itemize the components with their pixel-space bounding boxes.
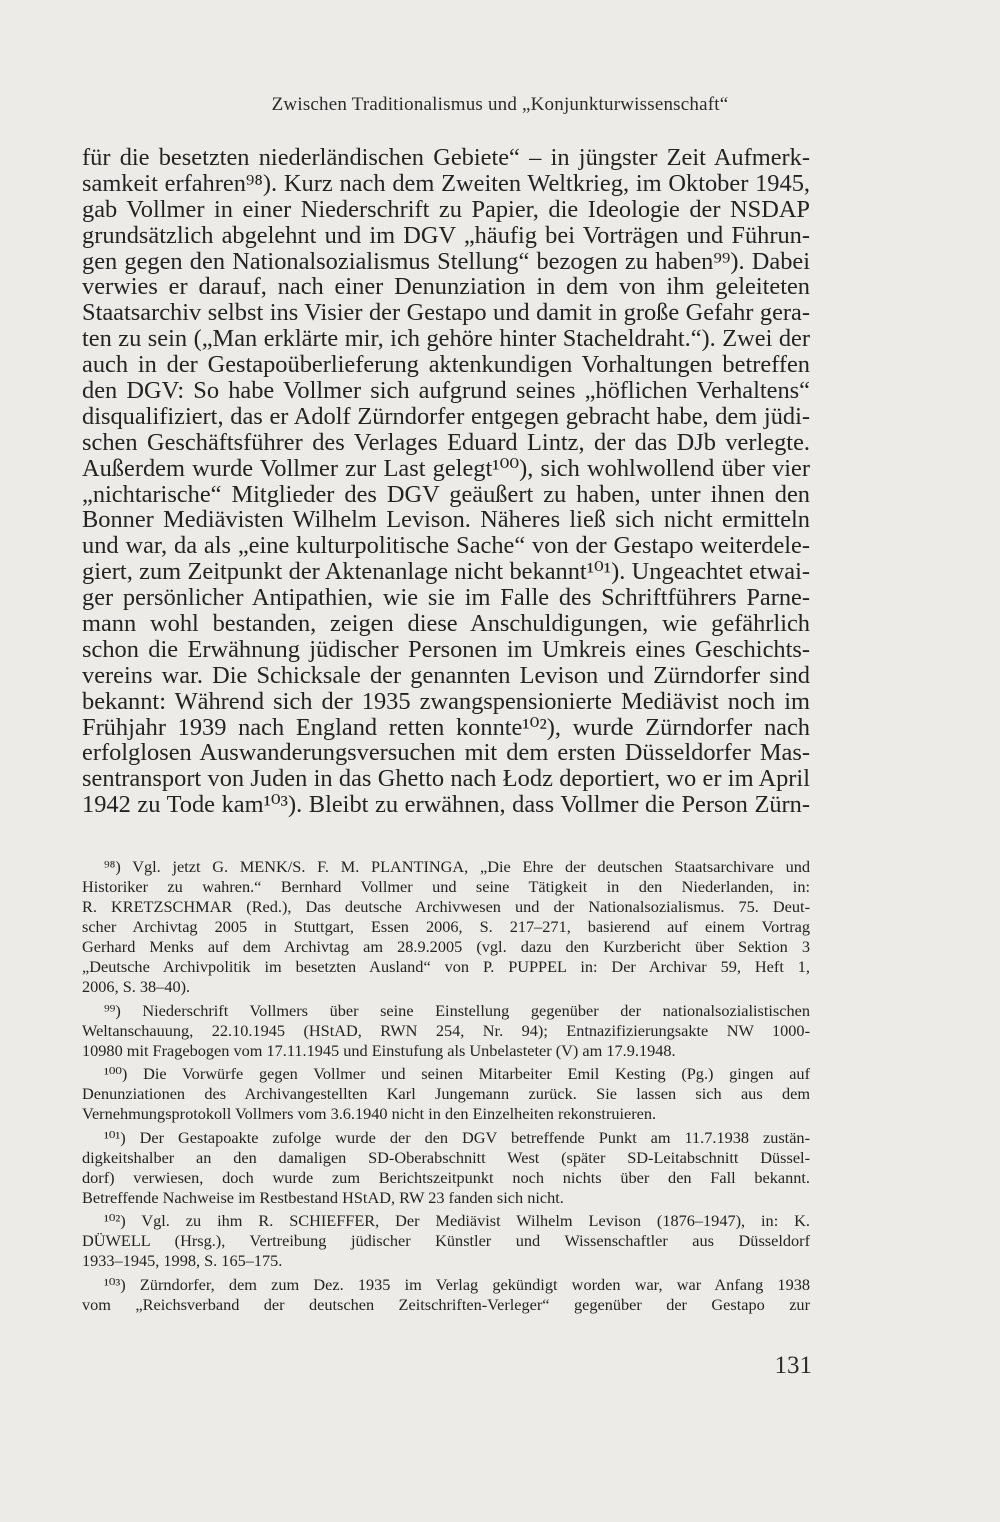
footnote-99 [82, 1001, 810, 1061]
footnote-98 [82, 857, 810, 997]
footnote-line: „Deutsche Archivpolitik im besetzten Ausland“ von P. PUPPEL in: Der Archivar 59, Heft 1, [82, 957, 810, 976]
body-line: gen gegen den Nationalsozialismus Stellung“ bezogen zu haben⁹⁹). Dabei [82, 247, 810, 275]
body-line: und war, da als „eine kulturpolitische Sache“ von der Gestapo weiterdele- [82, 532, 810, 560]
body-line: schen Geschäftsführer des Verlages Eduard Lintz, der das DJb verlegte. [82, 428, 810, 456]
body-line: grundsätzlich abgelehnt und im DGV „häufig bei Vorträgen und Führun- [82, 221, 810, 249]
body-line: disqualifiziert, das er Adolf Zürndorfer entgegen gebracht habe, dem jüdi- [82, 402, 810, 430]
body-line: sentransport von Juden in das Ghetto nach Łodz deportiert, wo er im April [82, 765, 810, 793]
body-line: verwies er darauf, nach einer Denunziation in dem von ihm geleiteten [82, 273, 810, 301]
body-line: schon die Erwähnung jüdischer Personen im Umkreis eines Geschichts- [82, 635, 810, 663]
footnote-line: ¹⁰²) Vgl. zu ihm R. SCHIEFFER, Der Mediävist Wilhelm Levison (1876–1947), in: K. [104, 1211, 810, 1230]
body-line: Bonner Mediävisten Wilhelm Levison. Näheres ließ sich nicht ermitteln [82, 506, 810, 534]
footnote-line: Gerhard Menks auf dem Archivtag am 28.9.2005 (vgl. dazu den Kurzbericht über Sektion 3 [82, 937, 810, 956]
page-number: 131 [774, 1352, 812, 1379]
footnote-line: Denunziationen des Archivangestellten Karl Jungemann zurück. Sie lassen sich aus dem [82, 1084, 810, 1103]
footnote-line: Historiker zu wahren.“ Bernhard Vollmer und seine Tätigkeit in den Niederlanden, in: [82, 877, 810, 896]
body-line: für die besetzten niederländischen Gebiete“ – in jüngster Zeit Aufmerk- [82, 144, 810, 171]
body-line: den DGV: So habe Vollmer sich aufgrund seines „höflichen Verhaltens“ [82, 377, 810, 405]
body-line: „nichtarische“ Mitglieder des DGV geäußert zu haben, unter ihnen den [82, 480, 810, 508]
body-line: Außerdem wurde Vollmer zur Last gelegt¹⁰⁰), sich wohlwollend über vier [82, 454, 810, 482]
footnote-100 [82, 1064, 810, 1124]
body-line: 1942 zu Tode kam¹⁰³). Bleibt zu erwähnen, dass Vollmer die Person Zürn- [82, 791, 810, 819]
footnote-line: ¹⁰³) Zürndorfer, dem zum Dez. 1935 im Verlag gekündigt worden war, war Anfang 1938 [104, 1274, 810, 1294]
footnote-line: ¹⁰⁰) Die Vorwürfe gegen Vollmer und seinen Mitarbeiter Emil Kesting (Pg.) gingen auf [104, 1064, 810, 1083]
footnote-line: ⁹⁸) Vgl. jetzt G. MENK/S. F. M. PLANTINGA, „Die Ehre der deutschen Staatsarchivare und [104, 857, 810, 876]
body-line: ten zu sein („Man erklärte mir, ich gehöre hinter Stacheldraht.“). Zwei der [82, 325, 810, 353]
body-line: vereins war. Die Schicksale der genannten Levison und Zürndorfer sind [82, 661, 810, 689]
footnote-line: dorf) verwiesen, doch wurde zum Berichtszeitpunkt noch nichts über den Fall bekannt. [82, 1167, 810, 1187]
footnote-line: Vernehmungsprotokoll Vollmers vom 3.6.1940 nicht in den Einzelheiten rekonstruieren. [82, 1104, 657, 1123]
footnote-line: 1933–1945, 1998, S. 165–175. [82, 1251, 283, 1270]
body-line: mann wohl bestanden, zeigen diese Anschuldigungen, wie gefährlich [82, 610, 810, 638]
footnote-line: R. KRETZSCHMAR (Red.), Das deutsche Archivwesen und der Nationalsozialismus. 75. Deut- [82, 897, 810, 916]
body-line: auch in der Gestapoüberlieferung aktenkundigen Vorhaltungen betreffen [82, 351, 810, 379]
footnote-line: ⁹⁹) Niederschrift Vollmers über seine Einstellung gegenüber der nationalsozialistischen [104, 1000, 810, 1020]
body-line: gab Vollmer in einer Niederschrift zu Papier, die Ideologie der NSDAP [82, 195, 810, 223]
footnote-line: 10980 mit Fragebogen vom 17.11.1945 und Einstufung als Unbelasteter (V) am 17.9.1948. [82, 1040, 676, 1060]
footnote-line: 2006, S. 38–40). [82, 977, 191, 996]
footnote-102 [82, 1211, 810, 1271]
footnote-101 [82, 1128, 810, 1208]
footnote-line: Betreffende Nachweise im Restbestand HStAD, RW 23 fanden sich nicht. [82, 1187, 564, 1207]
body-line: giert, zum Zeitpunkt der Aktenanlage nicht bekannt¹⁰¹). Ungeachtet etwai- [82, 558, 810, 586]
body-text [82, 145, 810, 818]
body-line: bekannt: Während sich der 1935 zwangspensionierte Mediävist noch im [82, 687, 810, 715]
footnote-line: DÜWELL (Hrsg.), Vertreibung jüdischer Künstler und Wissenschaftler aus Düsseldorf [82, 1231, 810, 1250]
footnote-103 [82, 1275, 810, 1315]
body-line: ger persönlicher Antipathien, wie sie im Falle des Schriftführers Parne- [82, 584, 810, 612]
footnote-line: ¹⁰¹) Der Gestapoakte zufolge wurde der den DGV betreffende Punkt am 11.7.1938 zustän- [104, 1127, 810, 1147]
footnote-line: digkeitshalber an den damaligen SD-Oberabschnitt West (später SD-Leitabschnitt Düssel- [82, 1147, 810, 1167]
footnote-line: scher Archivtag 2005 in Stuttgart, Essen 2006, S. 217–271, basierend auf einem Vortrag [82, 917, 810, 936]
running-head: Zwischen Traditionalismus und „Konjunkturwissenschaft“ [271, 94, 729, 115]
body-line: erfolglosen Auswanderungsversuchen mit dem ersten Düsseldorfer Mas- [82, 739, 810, 767]
footnote-line: Weltanschauung, 22.10.1945 (HStAD, RWN 254, Nr. 94); Entnazifizierungsakte NW 1000- [82, 1020, 810, 1040]
footnote-line: vom „Reichsverband der deutschen Zeitschriften-Verleger“ gegenüber der Gestapo zur [82, 1294, 810, 1314]
body-line: Staatsarchiv selbst ins Visier der Gestapo und damit in große Gefahr gera- [82, 299, 810, 327]
body-line: Frühjahr 1939 nach England retten konnte¹⁰²), wurde Zürndorfer nach [82, 713, 810, 741]
body-line: samkeit erfahren⁹⁸). Kurz nach dem Zweiten Weltkrieg, im Oktober 1945, [82, 169, 810, 197]
footnotes [82, 857, 810, 1315]
